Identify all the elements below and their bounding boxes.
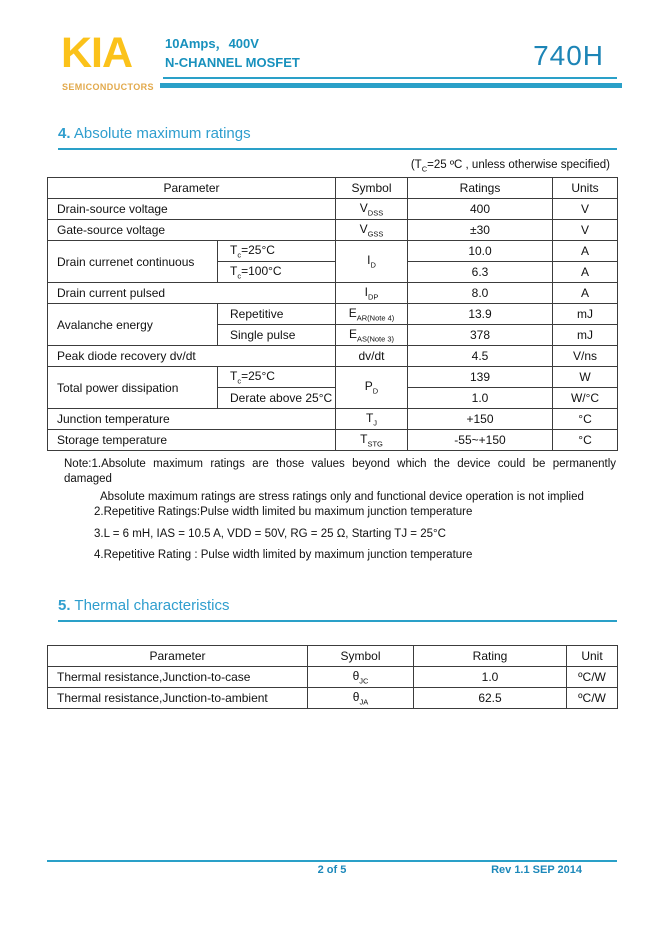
symbol-cell: $I_D$ (336, 241, 408, 283)
table-row (48, 430, 618, 451)
rating-cell: +150 (408, 409, 553, 430)
symbol-cell: $V_{DSS}$ (336, 199, 408, 220)
test-condition-note (0, 159, 610, 173)
unit-cell: mJ (553, 304, 618, 325)
rating-cell: 1.0 (408, 388, 553, 409)
section-4-heading: Absolute maximum ratings (73, 125, 251, 142)
thermal-characteristics-table (47, 645, 618, 709)
rating-cell: 8.0 (408, 283, 553, 304)
header-rule-thick (160, 83, 622, 88)
param-cell: Peak diode recovery dv/dt (48, 346, 336, 367)
note-1-line3: Absolute maximum ratings are stress ratings only and functional device operation is not implied (100, 491, 584, 503)
condition-cell: $T_c=25^\circ C$ (218, 367, 336, 388)
condition-subscript: C (421, 164, 428, 174)
semiconductors-label: SEMICONDUCTORS (62, 82, 154, 92)
param-cell: Drain-source voltage (48, 199, 336, 220)
table-row (48, 409, 618, 430)
param-cell: Storage temperature (48, 430, 336, 451)
unit-cell: V (553, 199, 618, 220)
note-4: 4.Repetitive Rating : Pulse width limited by maximum junction temperature (94, 549, 473, 561)
note-2: 2.Repetitive Ratings:Pulse width limited bu maximum junction temperature (94, 506, 473, 518)
table-row (48, 346, 618, 367)
section-5-heading: Thermal characteristics (74, 597, 230, 614)
condition-cell: $T_c=100^\circ C$ (218, 262, 336, 283)
table-row (48, 241, 618, 262)
table-header-row (48, 178, 618, 199)
table-row (48, 667, 618, 688)
param-cell: Avalanche energy (48, 304, 218, 346)
symbol-cell: $E_{AS(Note 3)}$ (336, 325, 408, 346)
unit-cell: W/°C (553, 388, 618, 409)
condition-cell: $T_c=25^\circ C$ (218, 241, 336, 262)
param-cell: Total power dissipation (48, 367, 218, 409)
unit-cell: °C (553, 430, 618, 451)
symbol-cell: $P_D$ (336, 367, 408, 409)
note-3: 3.L = 6 mH, IAS = 10.5 A, VDD = 50V, RG = 25 Ω, Starting TJ = 25°C (94, 528, 446, 540)
absolute-maximum-ratings-table (47, 177, 618, 451)
product-description (165, 34, 300, 72)
symbol-cell: dv/dt (336, 346, 408, 367)
col-header-parameter: Parameter (48, 646, 308, 667)
section-5-title (58, 597, 617, 622)
section-5-number: 5. (58, 597, 71, 614)
rating-cell: ±30 (408, 220, 553, 241)
col-header-parameter: Parameter (48, 178, 336, 199)
table-row (48, 220, 618, 241)
rating-cell: 139 (408, 367, 553, 388)
col-header-units: Units (553, 178, 618, 199)
col-header-symbol: Symbol (336, 178, 408, 199)
page-footer (47, 860, 617, 880)
unit-cell: W (553, 367, 618, 388)
rating-cell: 400 (408, 199, 553, 220)
col-header-ratings: Ratings (408, 178, 553, 199)
param-cell: Thermal resistance,Junction-to-case (48, 667, 308, 688)
unit-cell: A (553, 283, 618, 304)
col-header-rating: Rating (414, 646, 567, 667)
condition-cell: Single pulse (218, 325, 336, 346)
rating-cell: 6.3 (408, 262, 553, 283)
part-number: 740H (533, 40, 604, 71)
table-header-row (48, 646, 618, 667)
footer-row (47, 864, 617, 880)
note-1-line2: damaged (64, 473, 112, 485)
rating-cell: 1.0 (414, 667, 567, 688)
rating-cell: -55~+150 (408, 430, 553, 451)
rating-cell: 4.5 (408, 346, 553, 367)
condition-cell: Derate above 25°C (218, 388, 336, 409)
table-row (48, 283, 618, 304)
rating-cell: 378 (408, 325, 553, 346)
unit-cell: V (553, 220, 618, 241)
symbol-cell: $V_{GSS}$ (336, 220, 408, 241)
rating-cell: 62.5 (414, 688, 567, 709)
notes-block (64, 457, 616, 563)
condition-cell: Repetitive (218, 304, 336, 325)
symbol-cell: $\theta_{JA}$ (308, 688, 414, 709)
param-cell: Thermal resistance,Junction-to-ambient (48, 688, 308, 709)
unit-cell: V/ns (553, 346, 618, 367)
rating-cell: 10.0 (408, 241, 553, 262)
condition-suffix: =25 ºC , unless otherwise specified) (427, 159, 610, 171)
unit-cell: A (553, 262, 618, 283)
table-row (48, 199, 618, 220)
symbol-cell: $T_{STG}$ (336, 430, 408, 451)
table-row (48, 367, 618, 388)
symbol-cell: $I_{DP}$ (336, 283, 408, 304)
page-header (0, 0, 662, 108)
unit-cell: mJ (553, 325, 618, 346)
table-row (48, 688, 618, 709)
note-1-line1: Note:1.Absolute maximum ratings are those values beyond which the device could be permanently (64, 458, 616, 470)
page-number: 2 of 5 (317, 864, 347, 876)
product-line1: 10Amps，400V (165, 36, 259, 51)
col-header-symbol: Symbol (308, 646, 414, 667)
param-cell: Gate-source voltage (48, 220, 336, 241)
param-cell: Drain currenet continuous (48, 241, 218, 283)
symbol-cell: $E_{AR(Note 4)}$ (336, 304, 408, 325)
unit-cell: ºC/W (567, 688, 618, 709)
unit-cell: ºC/W (567, 667, 618, 688)
unit-cell: A (553, 241, 618, 262)
section-4-number: 4. (58, 125, 71, 142)
param-cell: Drain current pulsed (48, 283, 336, 304)
kia-logo: KIA (61, 29, 133, 77)
param-cell: Junction temperature (48, 409, 336, 430)
condition-prefix: (T (410, 159, 422, 171)
header-rule-thin (163, 77, 617, 79)
table-row (48, 304, 618, 325)
rating-cell: 13.9 (408, 304, 553, 325)
symbol-cell: $T_J$ (336, 409, 408, 430)
revision-label: Rev 1.1 SEP 2014 (491, 864, 582, 876)
unit-cell: °C (553, 409, 618, 430)
section-4-title (58, 125, 617, 150)
symbol-cell: $\theta_{JC}$ (308, 667, 414, 688)
col-header-unit: Unit (567, 646, 618, 667)
product-line2: N-CHANNEL MOSFET (165, 55, 300, 70)
